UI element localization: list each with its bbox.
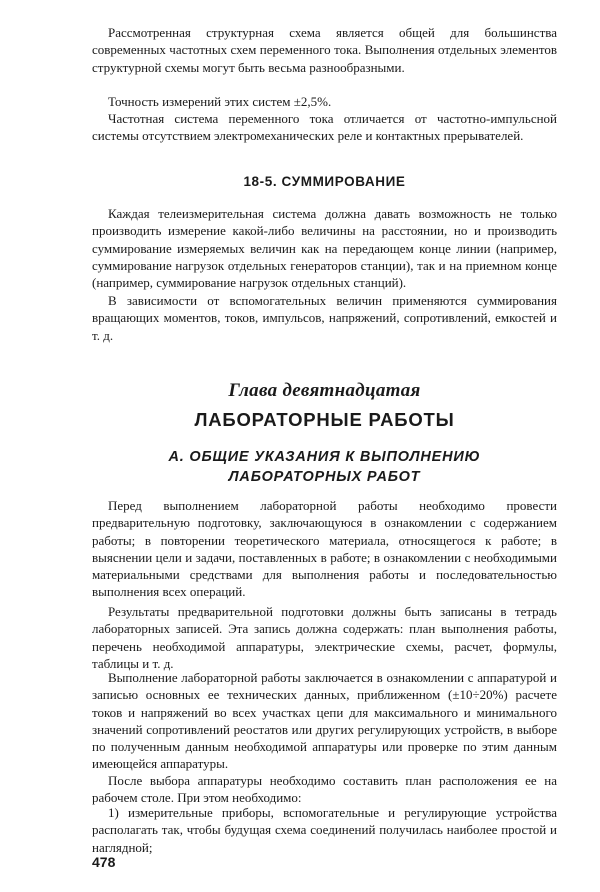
paragraph-summation-intro: Каждая телеизмерительная система должна давать возможность не только производить измерение какой-либо величины на расстоянии, но и производить суммирование измеряемых величин как на передающем конце линии (например, суммирование нагрузок отдельных генераторов станции), так и на приемном конце (например, суммирование нагрузок отдельных станций). [92, 206, 557, 291]
section-heading-summation: 18-5. СУММИРОВАНИЕ [243, 174, 406, 189]
paragraph-accuracy: Точность измерений этих систем ±2,5%. [108, 94, 332, 109]
chapter-title: ЛАБОРАТОРНЫЕ РАБОТЫ [194, 409, 455, 430]
page-number: 478 [92, 854, 116, 870]
list-item-1: 1) измерительные приборы, вспомогательные и регулирующие устройства располагать так, чтобы будущая схема соединений получилась наиболее простой и наглядной; [92, 805, 557, 855]
subsection-heading [92, 447, 557, 487]
chapter-subtitle: Глава девятнадцатая [228, 380, 421, 401]
paragraph-results: Результаты предварительной подготовки должны быть записаны в тетрадь лабораторных записей. Эта запись должна содержать: план выполнения работы, перечень необходимой аппаратуры, электрические схемы, расчет, формулы, таблицы и т. д. [92, 604, 557, 671]
paragraph-execution: Выполнение лабораторной работы заключается в ознакомлении с аппаратурой и записью основных ее технических данных, приближенном (±10÷20%) расчете токов и напряжений во всех участках цепи для максимального и минимального значений сопротивлений реостатов или других регулирующих устройств, в выборе по полученным данным необходимой аппаратуры или проверке по этим данным имеющейся аппаратуры. [92, 670, 557, 772]
subsection-heading-line2: ЛАБОРАТОРНЫХ РАБОТ [228, 469, 421, 485]
paragraph-frequency-system: Частотная система переменного тока отличается от частотно-импульсной системы отсутствием электромеханических реле и контактных прерывателей. [92, 111, 557, 144]
subsection-heading-line1: А. ОБЩИЕ УКАЗАНИЯ К ВЫПОЛНЕНИЮ [168, 449, 481, 465]
paragraph-equipment-layout: После выбора аппаратуры необходимо составить план расположения ее на рабочем столе. При этом необходимо: [92, 773, 557, 806]
paragraph-summation-auxiliary: В зависимости от вспомогательных величин применяются суммирования вращающих моментов, токов, импульсов, напряжений, сопротивлений, емкостей и т. д. [92, 293, 557, 343]
paragraph-structural-scheme: Рассмотренная структурная схема является общей для большинства современных частотных схем переменного тока. Выполнения отдельных элементов структурной схемы могут быть весьма разнообразными. [92, 25, 557, 75]
paragraph-preparation: Перед выполнением лабораторной работы необходимо провести предварительную подготовку, заключающуюся в ознакомлении с содержанием работы; в повторении теоретического материала, относящегося к работе; в выяснении цели и задачи, поставленных в работе; в ознакомлении с необходимыми материальными средствами для выполнения работы и последовательностью выполнения всех операций. [92, 498, 557, 600]
